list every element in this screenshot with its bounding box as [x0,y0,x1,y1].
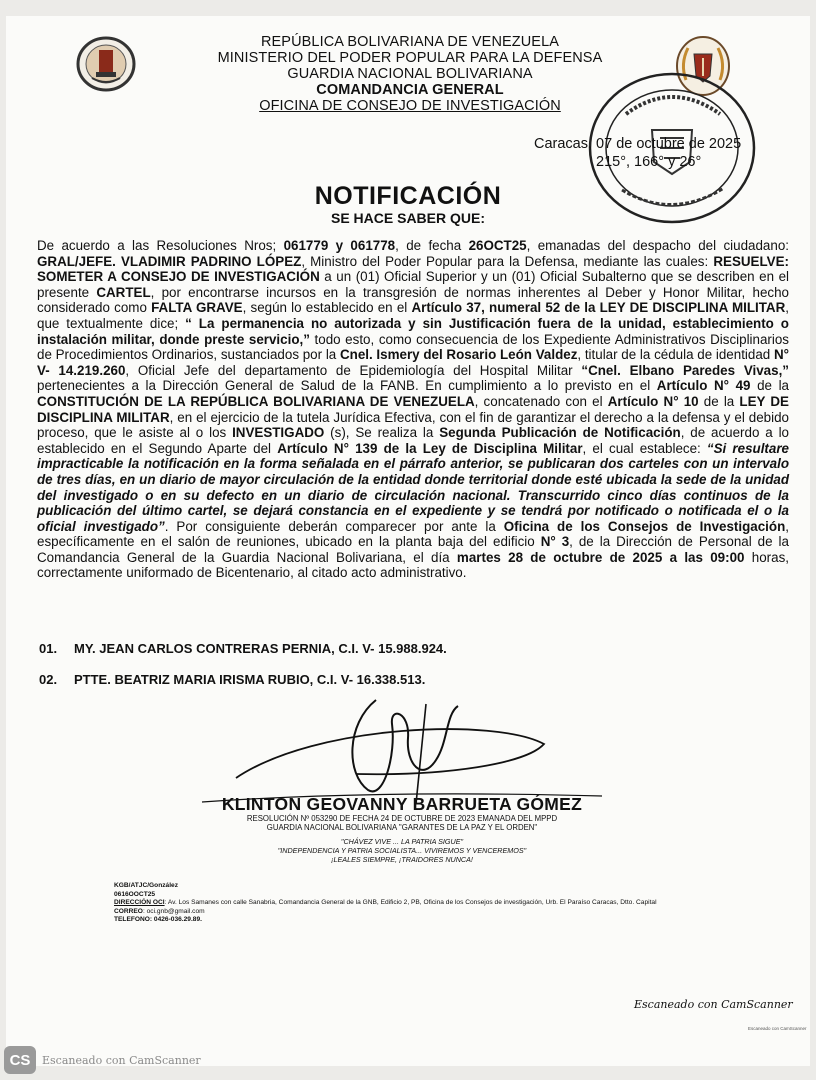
document-footer [114,882,754,925]
person-text: MY. JEAN CARLOS CONTRERAS PERNIA, C.I. V- 15.988.924. [74,641,447,656]
body-text: pertenecientes a la Dirección General de Salud de la FANB. En cumplimiento a lo previsto en el [37,378,657,394]
body-bold: 061779 y 061778 [283,238,396,253]
body-bold: INVESTIGADO [232,425,325,441]
signatory-name: KLINTON GEOVANNY BARRUETA GÓMEZ [221,794,583,814]
body-bold: “ La permanencia no autorizada y sin Justificación fuera de la unidad, establecimiento o instalación militar, donde preste servicio,” [37,315,789,347]
reference-code: 215°, 166° y 26° [596,154,702,170]
address-label: DIRECCIÓN OCI [114,899,165,907]
body-text: , el cual establece: [582,440,707,456]
scanner-watermark: Escaneado con CamScanner [634,998,793,1011]
footer-address [114,899,754,908]
investigated-person [39,641,447,656]
slogan-line: ¡LEALES SIEMPRE, ¡TRAIDORES NUNCA! [331,854,473,864]
body-bold: N° 3 [540,534,570,550]
slogan-line: "CHÁVEZ VIVE ... LA PATRIA SIGUE" [340,837,464,846]
slogans [246,838,558,864]
footer-phone: TELEFONO: 0426-036.29.89. [114,916,202,924]
body-bold: N° V- 14.219.260 [37,347,789,378]
body-text: , titular de la cédula de identidad [577,347,774,363]
body-text: , según lo establecido en el [242,300,412,316]
body-bold: Cnel. Ismery del Rosario León Valdez [339,347,578,363]
person-number: 01. [39,641,58,656]
body-bold: Artículo N° 10 [607,393,699,409]
handwritten-signature-icon [196,694,608,806]
person-text: PTTE. BEATRIZ MARIA IRISMA RUBIO, C.I. V- 16.338.513. [74,672,426,687]
person-number: 02. [39,672,58,687]
scanner-footer-text: Escaneado con CamScanner [42,1053,201,1067]
body-text: , en el ejercicio de la tutela Jurídica Efectiva, con el fin de garantizar el derecho a la defensa y el debido proceso, que le asiste al o los [37,409,789,441]
body-text: . Por consiguiente deberán comparecer por ante la [164,518,504,534]
scanner-watermark-small: Escaneado con CamScanner [748,1026,807,1031]
signatory-resolution [216,814,588,832]
body-bold: CONSTITUCIÓN DE LA REPÚBLICA BOLIVARIANA DE VENEZUELA [37,393,475,409]
body-text: , emanadas del despacho del ciudadano: [526,238,789,253]
footer-initials: KGB/ATJC/González [114,882,178,889]
body-text: de la [698,393,740,409]
body-text: a un (01) Oficial Superior y un (01) Oficial Subalterno que se describen en el presente [37,269,789,300]
slogan-line: "INDEPENDENCIA Y PATRIA SOCIALISTA... VIVIREMOS Y VENCEREMOS" [277,845,527,855]
header-line: GUARDIA NACIONAL BOLIVARIANA [287,66,533,82]
investigated-person [39,672,425,687]
resolution-line: GUARDIA NACIONAL BOLIVARIANA "GARANTES DE LA PAZ Y EL ORDEN" [266,823,538,833]
body-bold: Segunda Publicación de Notificación [439,425,681,441]
body-text: , que textualmente dice; [37,300,790,331]
body-text: horas, correctamente uniformado de Bicentenario, al citado acto administrativo. [37,549,790,581]
body-bold: “Cnel. Elbano Paredes Vivas,” [581,362,789,378]
body-bold: CARTEL [96,284,151,300]
header-line: OFICINA DE CONSEJO DE INVESTIGACIÓN [259,98,561,114]
email-label: CORREO [114,907,143,915]
body-text: , de la Dirección de Personal de la Comandancia General de la Guardia Nacional Bolivariana, el día [37,534,789,565]
notification-body [37,238,789,581]
resolution-line: RESOLUCIÓN Nº 053290 DE FECHA 24 DE OCTUBRE DE 2023 EMANADA DEL MPPD [246,814,558,823]
camscanner-logo-icon: CS [4,1046,36,1074]
body-text: todo esto, como consecuencia de los Expediente Administrativos Disciplinarios de Procedimientos Ordinarios, sustanciados por la [37,331,790,363]
body-bold: Artículo N° 139 de la Ley de Disciplina Militar [277,440,583,456]
body-bold-italic: “Si resultare impracticable la notificación en la forma señalada en el párrafo anterior, se publicaran dos carteles con un intervalo de tres días, en un diario de mayor circulación de la entidad donde territorial donde esté ubicada la sede de la unidad del investigado o en su defecto en un diario de circulación nacional. Transcurrido cinco días continuos de la publicación del último cartel, se dejará constancia en el expediente y se tendrá por notificado o notificada el o la oficial investigado” [37,440,789,534]
document-title: NOTIFICACIÓN [314,182,502,210]
body-text: de la [750,378,789,394]
body-bold: Artículo N° 49 [656,378,751,394]
body-text: , Ministro del Poder Popular para la Defensa, mediante las cuales: [301,253,714,269]
body-text: De acuerdo a las Resoluciones Nros; [37,238,284,253]
address-text: : Av. Los Samanes con calle Sanabria, Comandancia General de la GNB, Edificio 2, PB, Oficina de los Consejos de investigación, Urb. El Paraíso Caracas, Dtto. Capital [164,899,657,907]
body-text: , de fecha [395,238,469,253]
body-bold: GRAL/JEFE. VLADIMIR PADRINO LÓPEZ [37,253,302,269]
email-value: : oci.gnb@gmail.com [142,907,205,915]
body-bold: Oficina de los Consejos de Investigación [503,518,786,534]
body-text: (s), Se realiza la [324,425,440,441]
header-line: REPÚBLICA BOLIVARIANA DE VENEZUELA [260,34,560,50]
body-bold: LEY DE DISCIPLINA MILITAR [37,393,789,425]
body-bold: Artículo 37, numeral 52 de la LEY DE DISCIPLINA MILITAR [411,300,786,316]
gnb-emblem-icon [72,34,140,92]
body-text: , por encontrarse incursos en la transgresión de normas inherentes al Deber y Honor Militar, hecho considerado como [37,284,789,316]
body-bold: FALTA GRAVE [151,300,243,316]
scanner-footer [4,1046,201,1074]
header-line: MINISTERIO DEL PODER POPULAR PARA LA DEFENSA [217,50,603,66]
body-text: , de acuerdo a lo establecido en el Segundo Aparte del [37,425,789,456]
body-bold: 26OCT25 [468,238,527,253]
place-date: Caracas, 07 de octubre de 2025 [534,136,742,152]
body-text: , Oficial Jefe del departamento de Epidemiología del Hospital Militar [125,362,582,378]
body-text: , específicamente en el salón de reuniones, ubicado en la planta baja del edificio [37,518,789,550]
document-subtitle: SE HACE SABER QUE: [330,210,486,226]
footer-email [114,908,754,917]
body-bold: RESUELVE: SOMETER A CONSEJO DE INVESTIGACIÓN [37,253,789,285]
footer-docnum: 0616OOCT25 [114,890,156,898]
body-bold: martes 28 de octubre de 2025 a las 09:00 [456,549,745,565]
header-line: COMANDANCIA GENERAL [316,82,504,98]
body-text: , concatenado con el [474,393,608,409]
